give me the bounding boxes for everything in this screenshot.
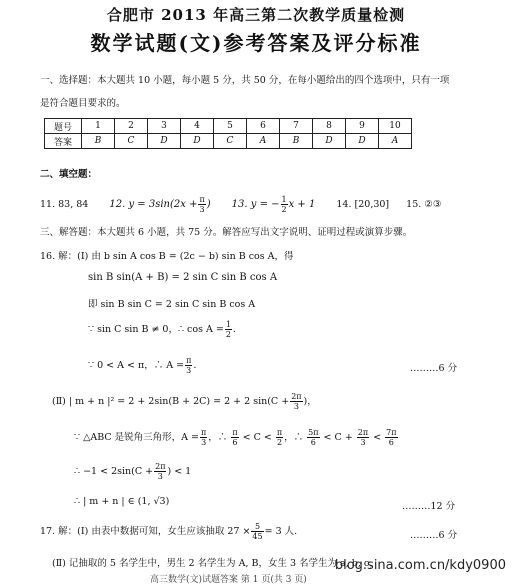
question-number: 4 [181, 119, 214, 134]
q16-score-1: ………6 分 [410, 363, 458, 374]
question-number: 3 [148, 119, 181, 134]
watermark-text: blog.sina.com.cn/kdy0900 [334, 558, 506, 573]
q16-line-1: 16. 解：(Ⅰ) 由 b sin A cos B = (2c − b) sin B cos A，得 [40, 251, 294, 262]
section1-heading: 一、选择题：本大题共 10 小题，每小题 5 分，共 50 分，在每小题给出的四个选项中，只有一项 [40, 75, 450, 86]
answer-cell: A [379, 134, 412, 149]
answer-table [44, 118, 412, 149]
section1-heading-cont: 是符合题目要求的。 [40, 98, 126, 109]
answer-cell: D [313, 134, 346, 149]
q16-line-3: 即 sin B sin C = 2 sin C sin B cos A [88, 299, 256, 310]
q16-part2-line-2: ∵ △ABC 是锐角三角形，A = $\frac{\pi}{3}$ ，∴ $\frac{\pi}{6}$ < C < $\frac{\pi}{2}$ ，∴ $\frac{5\pi}{6}$ < C + $\frac{2\pi}{3}$ < $\frac{7\pi}{6}$ [74, 428, 397, 447]
title-line-2: 数学试题(文)参考答案及评分标准 [90, 31, 422, 55]
q16-score-2: ………12 分 [402, 501, 456, 512]
question-number: 1 [82, 119, 115, 134]
page-footer: 高三数学(文)试题答案 第 1 页(共 3 页) [150, 575, 307, 585]
answer-11: 11. 83, 84 [40, 199, 89, 210]
answer-cell: D [346, 134, 379, 149]
answer-cell: C [115, 134, 148, 149]
q16-part2-line-3: ∴ −1 < 2sin(C + $\frac{2\pi}{3}$ ) < 1 [74, 462, 192, 481]
answer-15: 15. ②③ [406, 199, 442, 210]
question-number: 8 [313, 119, 346, 134]
answer-table-header-row [45, 119, 412, 134]
question-number: 9 [346, 119, 379, 134]
question-number: 6 [247, 119, 280, 134]
answer-cell: B [280, 134, 313, 149]
answer-14: 14. [20,30] [336, 199, 390, 210]
q16-line-4: ∵ sin C sin B ≠ 0，∴ cos A = $\frac{1}{2}$ . [88, 320, 236, 339]
title-line-1: 合肥市 2013 年高三第二次教学质量检测 [106, 6, 406, 24]
answer-12: 12. y = 3sin(2x + $\frac{\pi}{3}$ ) [109, 195, 211, 214]
answer-cell: D [148, 134, 181, 149]
q16-part2-line-1: (Ⅱ) | m + n |² = 2 + 2sin(B + 2C) = 2 + 2 sin(C + $\frac{2\pi}{3}$ )， [52, 392, 317, 411]
answer-cell: D [181, 134, 214, 149]
answer-cell: A [247, 134, 280, 149]
q16-part2-line-4: ∴ | m + n | ∈ (1, √3) [74, 496, 170, 507]
question-number: 10 [379, 119, 412, 134]
answer-cell: C [214, 134, 247, 149]
section3-heading: 三、解答题：本大题共 6 小题，共 75 分。解答应写出文字说明、证明过程或演算步骤。 [40, 227, 413, 238]
section2-heading: 二、填空题： [40, 169, 98, 180]
question-number: 5 [214, 119, 247, 134]
q17-line-1: 17. 解：(Ⅰ) 由表中数据可知，女生应该抽取 27 × $\frac{5}{45}$ = 3 人. [40, 522, 298, 541]
q16-line-2: sin B sin(A + B) = 2 sin C sin B cos A [88, 272, 278, 283]
answer-table-label: 题号 [45, 119, 82, 134]
question-number: 7 [280, 119, 313, 134]
answer-cell: B [82, 134, 115, 149]
q17-line-2: (Ⅱ) 记抽取的 5 名学生中，男生 2 名学生为 A, B，女生 3 名学生为 a, b, c， [52, 558, 379, 569]
question-number: 2 [115, 119, 148, 134]
q17-score-1: ………6 分 [410, 530, 458, 541]
q16-line-5: ∵ 0 < A < π，∴ A = $\frac{\pi}{3}$ . [88, 356, 197, 375]
answer-13: 13. y = − $\frac{1}{2}$ x + 1 [231, 195, 316, 214]
fill-blank-answers [40, 195, 441, 214]
answer-table-label: 答案 [45, 134, 82, 149]
answer-table-answer-row [45, 134, 412, 149]
